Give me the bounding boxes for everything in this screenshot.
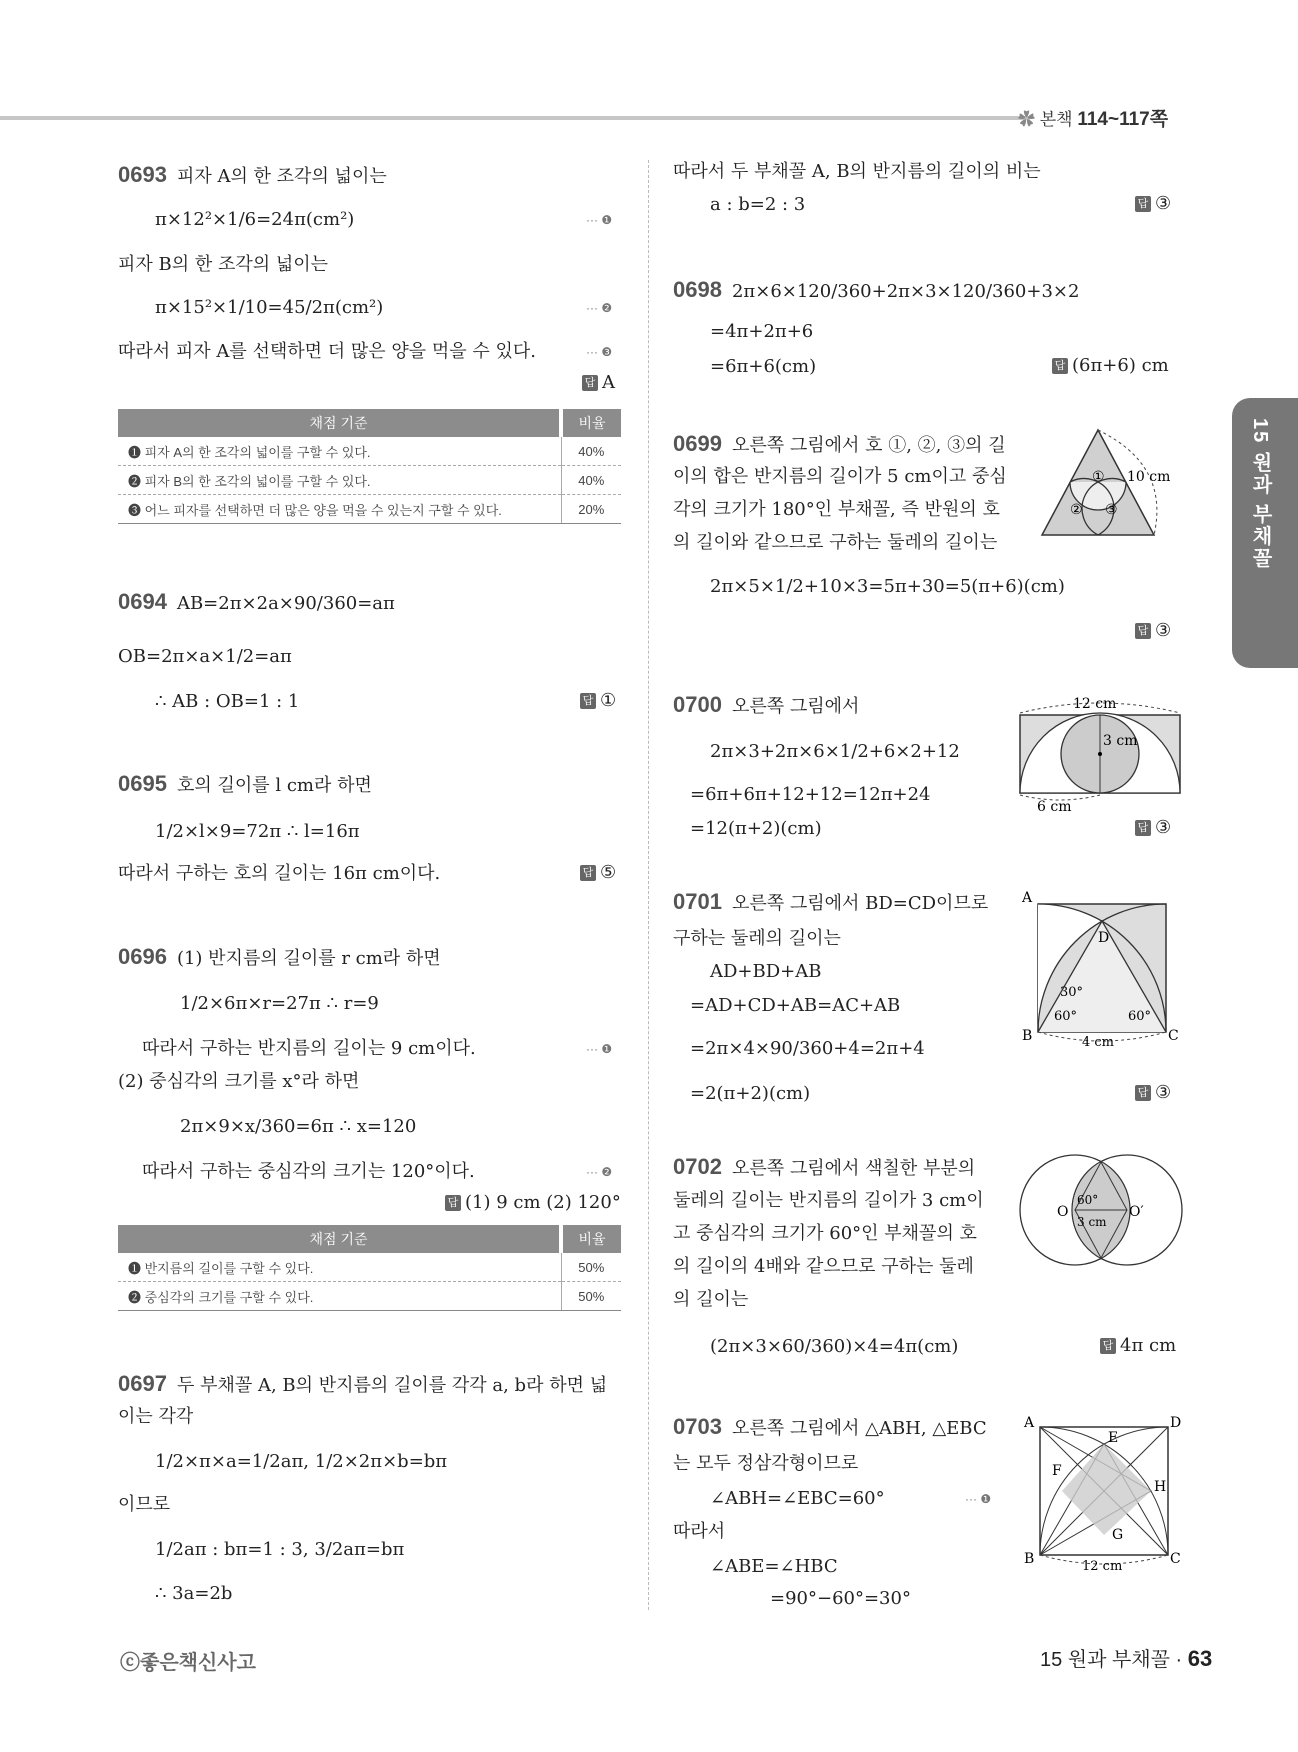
problem-0702-line4: 의 길이의 4배와 같으므로 구하는 둘레 (673, 1256, 974, 1277)
problem-0701-line2: 구하는 둘레의 길이는 (673, 928, 841, 949)
problem-0702-line3: 고 중심각의 크기가 60°인 부채꼴의 호 (673, 1223, 977, 1244)
svg-text:B: B (1024, 1551, 1035, 1567)
svg-text:30°: 30° (1060, 985, 1084, 1000)
problem-0698-line2: =4π+2π+6 (710, 321, 814, 342)
svg-text:G: G (1112, 1527, 1124, 1543)
answer-0694: 답 ① (580, 690, 616, 711)
problem-0702-line2: 둘레의 길이는 반지름의 길이가 3 cm이 (673, 1190, 984, 1211)
svg-text:6 cm: 6 cm (1037, 799, 1072, 815)
problem-0702-line1: 0702 오른쪽 그림에서 색칠한 부분의 (673, 1154, 976, 1179)
figure-0701 (1020, 888, 1185, 1048)
problem-0699-line5: 2π×5×1/2+10×3=5π+30=5(π+6)(cm) (710, 576, 1065, 597)
problem-0701-line5: =2π×4×90/360+4=2π+4 (690, 1038, 925, 1059)
header-rule (0, 116, 1030, 120)
answer-0695: 답 ⑤ (580, 862, 616, 883)
problem-0695-line2: 1/2×l×9=72π ∴ l=16π (155, 821, 360, 842)
problem-0700-line3: =6π+6π+12+12=12π+24 (690, 784, 931, 805)
answer-0697: 답 ③ (1135, 193, 1171, 214)
problem-0697-cont-line2: a : b=2 : 3 (710, 194, 806, 215)
svg-text:C: C (1168, 1028, 1179, 1044)
problem-0693-line5: 따라서 피자 A를 선택하면 더 많은 양을 먹을 수 있다. (118, 341, 536, 362)
table-row: ❷ 피자 B의 한 조각의 넓이를 구할 수 있다. 40% (118, 466, 621, 495)
step-marker: ··· ❷ (586, 301, 613, 315)
page-number: 63 (1187, 1646, 1213, 1671)
problem-0703-line2: 는 모두 정삼각형이므로 (673, 1453, 859, 1474)
fig-label: 10 cm (1127, 469, 1171, 485)
table-row: ❸ 어느 피자를 선택하면 더 많은 양을 먹을 수 있는지 구할 수 있다. 20% (118, 495, 621, 524)
flower-icon: ✿ (1018, 110, 1035, 129)
problem-0700-line2: 2π×3+2π×6×1/2+6×2+12 (710, 741, 960, 762)
svg-text:3 cm: 3 cm (1103, 733, 1138, 749)
problem-0697-line2: 이는 각각 (118, 1406, 194, 1427)
svg-text:E: E (1108, 1430, 1119, 1446)
svg-text:B: B (1022, 1028, 1033, 1044)
problem-0702-line5: 의 길이는 (673, 1289, 749, 1310)
problem-0696-line3: 따라서 구하는 반지름의 길이는 9 cm이다. (142, 1038, 476, 1059)
problem-0699-line2: 이의 합은 반지름의 길이가 5 cm이고 중심 (673, 466, 1007, 487)
svg-text:H: H (1154, 1479, 1167, 1495)
svg-text:12 cm: 12 cm (1073, 696, 1117, 712)
scoring-table-0693: 채점 기준 비율 ❶ 피자 A의 한 조각의 넓이를 구할 수 있다. 40% ❷ 피자 B의 한 조각의 넓이를 구할 수 있다. 40% ❸ 어느 피자를 선택하면 더 많은 양을 먹을 수 있는지 구할 수 있다. 20% (118, 409, 621, 524)
problem-0703-line6: =90°−60°=30° (770, 1588, 911, 1609)
figure-0700 (1015, 693, 1185, 818)
svg-text:D: D (1170, 1415, 1182, 1431)
table-row: ❶ 피자 A의 한 조각의 넓이를 구할 수 있다. 40% (118, 437, 621, 466)
step-marker: ··· ❸ (586, 345, 613, 359)
table-row: ❷ 중심각의 크기를 구할 수 있다. 50% (118, 1282, 621, 1311)
problem-0700-line4: =12(π+2)(cm) (690, 818, 822, 839)
answer-0699: 답 ③ (1135, 620, 1171, 641)
svg-text:O′: O′ (1129, 1204, 1144, 1220)
step-marker: ··· ❶ (586, 213, 613, 227)
problem-0693-line1: 0693 피자 A의 한 조각의 넓이는 (118, 162, 387, 187)
svg-text:F: F (1052, 1463, 1062, 1479)
svg-text:A: A (1024, 1415, 1035, 1431)
problem-0701-line1: 0701 오른쪽 그림에서 BD=CD이므로 (673, 889, 989, 914)
problem-0693-line4: π×15²×1/10=45/2π(cm²) (155, 297, 384, 318)
problem-0703-line4: 따라서 (673, 1521, 726, 1542)
figure-0702 (1015, 1148, 1185, 1273)
problem-0698-line3: =6π+6(cm) (710, 356, 817, 377)
problem-0696-line4: (2) 중심각의 크기를 x°라 하면 (118, 1071, 360, 1092)
problem-0701-line6: =2(π+2)(cm) (690, 1083, 811, 1104)
problem-0696-line2: 1/2×6π×r=27π ∴ r=9 (180, 993, 379, 1014)
problem-0701-line3: AD+BD+AB (710, 961, 822, 982)
figure-0699 (1035, 425, 1185, 545)
answer-0698: 답 (6π+6) cm (1052, 355, 1169, 376)
problem-0697-line3: 1/2×π×a=1/2aπ, 1/2×2π×b=bπ (155, 1451, 448, 1472)
answer-0702: 답 4π cm (1100, 1335, 1176, 1356)
answer-0700: 답 ③ (1135, 817, 1171, 838)
step-marker: ··· ❶ (586, 1042, 613, 1056)
problem-0694-line2: OB=2π×a×1/2=aπ (118, 646, 292, 667)
problem-0697-line5: 1/2aπ : bπ=1 : 3, 3/2aπ=bπ (155, 1539, 405, 1560)
problem-0696-line6: 따라서 구하는 중심각의 크기는 120°이다. (142, 1161, 475, 1182)
problem-0695-line1: 0695 호의 길이를 l cm라 하면 (118, 771, 372, 796)
svg-text:60°: 60° (1054, 1009, 1078, 1024)
problem-0703-line1: 0703 오른쪽 그림에서 △ABH, △EBC (673, 1414, 987, 1439)
problem-0696-line5: 2π×9×x/360=6π ∴ x=120 (180, 1116, 417, 1137)
publisher-logo: ⓒ좋은책신사고 (120, 1652, 256, 1674)
problem-0695-line3: 따라서 구하는 호의 길이는 16π cm이다. (118, 863, 441, 884)
svg-text:12 cm: 12 cm (1082, 1559, 1123, 1574)
svg-text:3 cm: 3 cm (1077, 1215, 1107, 1229)
problem-0693-line2: π×12²×1/6=24π(cm²) (155, 209, 355, 230)
figure-0703 (1022, 1415, 1187, 1575)
chapter-tab[interactable]: 15 원과 부채꼴 (1232, 398, 1298, 668)
svg-text:O: O (1057, 1204, 1069, 1220)
step-marker: ··· ❶ (965, 1492, 992, 1506)
svg-text:60°: 60° (1077, 1193, 1099, 1207)
problem-0696-line1: 0696 (1) 반지름의 길이를 r cm라 하면 (118, 944, 441, 969)
fig-label: ② (1070, 502, 1083, 518)
table-row: ❶ 반지름의 길이를 구할 수 있다. 50% (118, 1253, 621, 1282)
problem-0697-line1: 0697 두 부채꼴 A, B의 반지름의 길이를 각각 a, b라 하면 넓 (118, 1371, 608, 1396)
problem-0694-line3: ∴ AB : OB=1 : 1 (155, 691, 300, 712)
answer-icon: 답 (582, 375, 598, 391)
problem-0697-cont-line1: 따라서 두 부채꼴 A, B의 반지름의 길이의 비는 (673, 161, 1041, 182)
svg-text:D: D (1098, 930, 1110, 946)
problem-0699-line4: 의 길이와 같으므로 구하는 둘레의 길이는 (673, 532, 998, 553)
svg-text:60°: 60° (1128, 1009, 1152, 1024)
page-footer: 15 원과 부채꼴 · 63 (1040, 1646, 1213, 1671)
problem-0702-line6: (2π×3×60/360)×4=4π(cm) (710, 1336, 959, 1357)
problem-0697-line6: ∴ 3a=2b (155, 1583, 233, 1604)
svg-text:4 cm: 4 cm (1082, 1035, 1115, 1048)
step-marker: ··· ❷ (586, 1165, 613, 1179)
fig-label: ① (1092, 469, 1105, 485)
problem-0700-line1: 0700 오른쪽 그림에서 (673, 692, 860, 717)
column-divider (648, 160, 649, 1610)
problem-0693-line3: 피자 B의 한 조각의 넓이는 (118, 254, 328, 275)
answer-0696: 답 (1) 9 cm (2) 120° (445, 1192, 621, 1213)
fig-label: ③ (1105, 502, 1118, 518)
problem-0699-line3: 각의 크기가 180°인 부채꼴, 즉 반원의 호 (673, 499, 1000, 520)
answer-0701: 답 ③ (1135, 1082, 1171, 1103)
problem-0697-line4: 이므로 (118, 1494, 171, 1515)
header-page-ref: ✿ 본책 114~117쪽 (1018, 109, 1169, 130)
problem-0698-line1: 0698 2π×6×120/360+2π×3×120/360+3×2 (673, 277, 1080, 302)
problem-0699-line1: 0699 오른쪽 그림에서 호 ①, ②, ③의 길 (673, 431, 1006, 456)
problem-0703-line5: ∠ABE=∠HBC (710, 1556, 838, 1577)
problem-0703-line3: ∠ABH=∠EBC=60° (710, 1488, 885, 1509)
answer-0693: 답 A (582, 372, 615, 393)
problem-0694-line1: 0694 AB=2π×2a×90/360=aπ (118, 589, 395, 614)
scoring-table-0696: 채점 기준 비율 ❶ 반지름의 길이를 구할 수 있다. 50% ❷ 중심각의 크기를 구할 수 있다. 50% (118, 1225, 621, 1311)
svg-text:A: A (1022, 890, 1033, 906)
svg-text:C: C (1170, 1551, 1181, 1567)
problem-0701-line4: =AD+CD+AB=AC+AB (690, 995, 901, 1016)
